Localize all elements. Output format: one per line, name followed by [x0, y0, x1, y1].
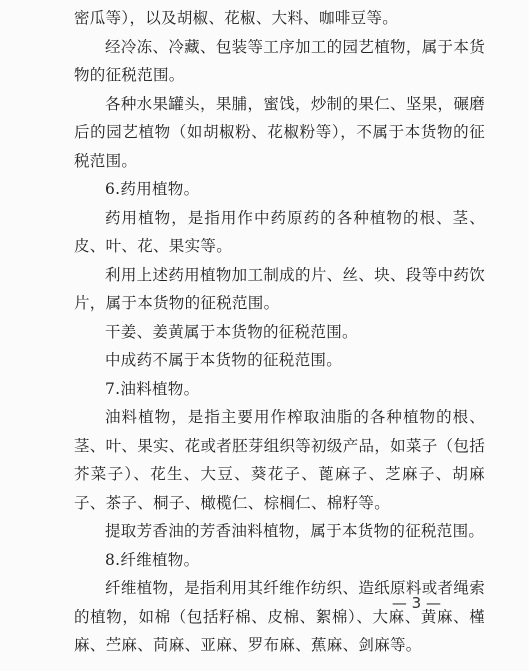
section-heading: 7.油料植物。	[105, 379, 200, 398]
paragraph: 油料植物，是指主要用作榨取油脂的各种植物的根、茎、叶、果实、花或者胚芽组织等初级产品，如菜子（包括芥菜子）、花生、大豆、葵花子、蓖麻子、芝麻子、胡麻子、茶子、桐子、橄榄仁、棕榈仁、棉籽等。	[74, 408, 485, 512]
paragraph: 纤维植物，是指利用其纤维作纺织、造纸原料或者绳索的植物，如棉（包括籽棉、皮棉、絮棉）、大麻、黄麻、槿麻、苎麻、苘麻、亚麻、罗布麻、蕉麻、剑麻等。	[74, 579, 485, 654]
paragraph: 干姜、姜黄属于本货物的征税范围。	[105, 322, 358, 341]
paragraph: 利用上述药用植物加工制成的片、丝、块、段等中药饮片，属于本货物的征税范围。	[74, 265, 485, 312]
paragraph: 密瓜等），以及胡椒、花椒、大料、咖啡豆等。	[74, 9, 399, 27]
paragraph: 各种水果罐头，果脯，蜜饯，炒制的果仁、坚果，碾磨后的园艺植物（如胡椒粉、花椒粉等），不属于本货物的征税范围。	[74, 94, 485, 170]
paragraph: 药用植物，是指用作中药原药的各种植物的根、茎、皮、叶、花、果实等。	[74, 208, 485, 255]
paragraph: 经冷冻、冷藏、包装等工序加工的园艺植物，属于本货物的征税范围。	[74, 37, 485, 84]
section-heading: 6.药用植物。	[105, 180, 200, 198]
page-number: — 3 —	[391, 594, 441, 612]
paragraph: 中成药不属于本货物的征税范围。	[105, 351, 343, 369]
section-heading: 8.纤维植物。	[105, 550, 200, 569]
paragraph: 提取芳香油的芳香油料植物，属于本货物的征税范围。	[105, 522, 485, 540]
